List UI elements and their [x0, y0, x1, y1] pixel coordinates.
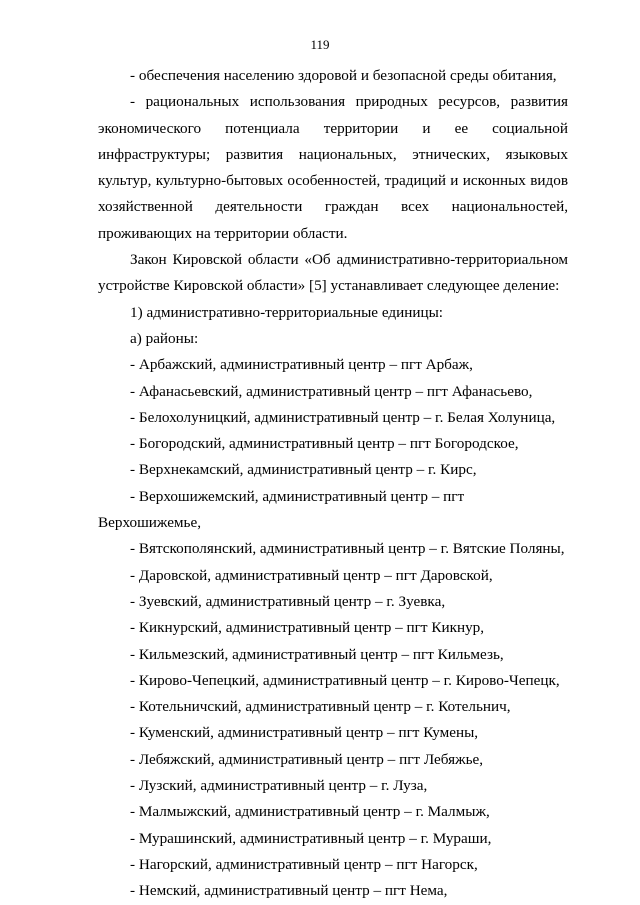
district-list-item: - Вятскополянский, административный центр – г. Вятские Поляны, — [130, 540, 565, 558]
paragraph: - обеспечения населению здоровой и безопасной среды обитания, — [130, 67, 557, 84]
paragraph: Закон Кировской области «Об административно-территориальном устройстве Кировской области» [5] устанавливает следующее деление: — [98, 251, 568, 295]
paragraph: - рациональных использования природных ресурсов, развития экономического потенциала территории и ее социальной инфраструктуры; развития национальных, этнических, языковых культур, культурно-бытовых особенностей, традиций и исконных видов хозяйственной деятельности граждан всех национальностей, проживающих на территории области. — [98, 93, 568, 242]
district-list-item: - Куменский, административный центр – пгт Кумены, — [130, 724, 479, 742]
paragraph: а) районы: — [130, 329, 199, 347]
district-list-item: - Кирово-Чепецкий, административный центр – г. Кирово-Чепецк, — [130, 671, 560, 689]
district-list-item: - Лебяжский, административный центр – пгт Лебяжье, — [130, 750, 484, 768]
district-list-item: - Немский, административный центр – пгт Нема, — [130, 882, 448, 900]
district-list-item: - Даровской, административный центр – пгт Даровской, — [130, 566, 493, 584]
district-list-item: - Верхошижемский, административный центр – пгт Верхошижемье, — [98, 487, 465, 532]
district-list-item: - Мурашинский, административный центр – г. Мураши, — [130, 829, 492, 847]
page-number: 119 — [310, 37, 330, 52]
district-list-item: - Афанасьевский, административный центр – пгт Афанасьево, — [130, 382, 533, 400]
district-list-item: - Нагорский, административный центр – пгт Нагорск, — [130, 855, 478, 873]
district-list-item: - Верхнекамский, административный центр – г. Кирс, — [130, 461, 477, 479]
district-list-item: - Кильмезский, административный центр – пгт Кильмезь, — [130, 645, 504, 663]
district-list-item: - Лузский, административный центр – г. Луза, — [130, 777, 428, 795]
district-list-item: - Арбажский, административный центр – пгт Арбаж, — [130, 356, 473, 374]
body-text — [98, 63, 568, 905]
district-list-item: - Богородский, административный центр – пгт Богородское, — [130, 435, 519, 453]
district-list-item: - Малмыжский, административный центр – г. Малмыж, — [130, 803, 490, 821]
district-list-item: - Белохолуницкий, административный центр – г. Белая Холуница, — [130, 408, 556, 426]
district-list-item: - Зуевский, административный центр – г. Зуевка, — [130, 592, 446, 610]
district-list-item: - Котельничский, административный центр – г. Котельнич, — [130, 698, 511, 716]
district-list-item: - Кикнурский, административный центр – пгт Кикнур, — [130, 619, 485, 637]
paragraph: 1) административно-территориальные единицы: — [130, 303, 444, 321]
